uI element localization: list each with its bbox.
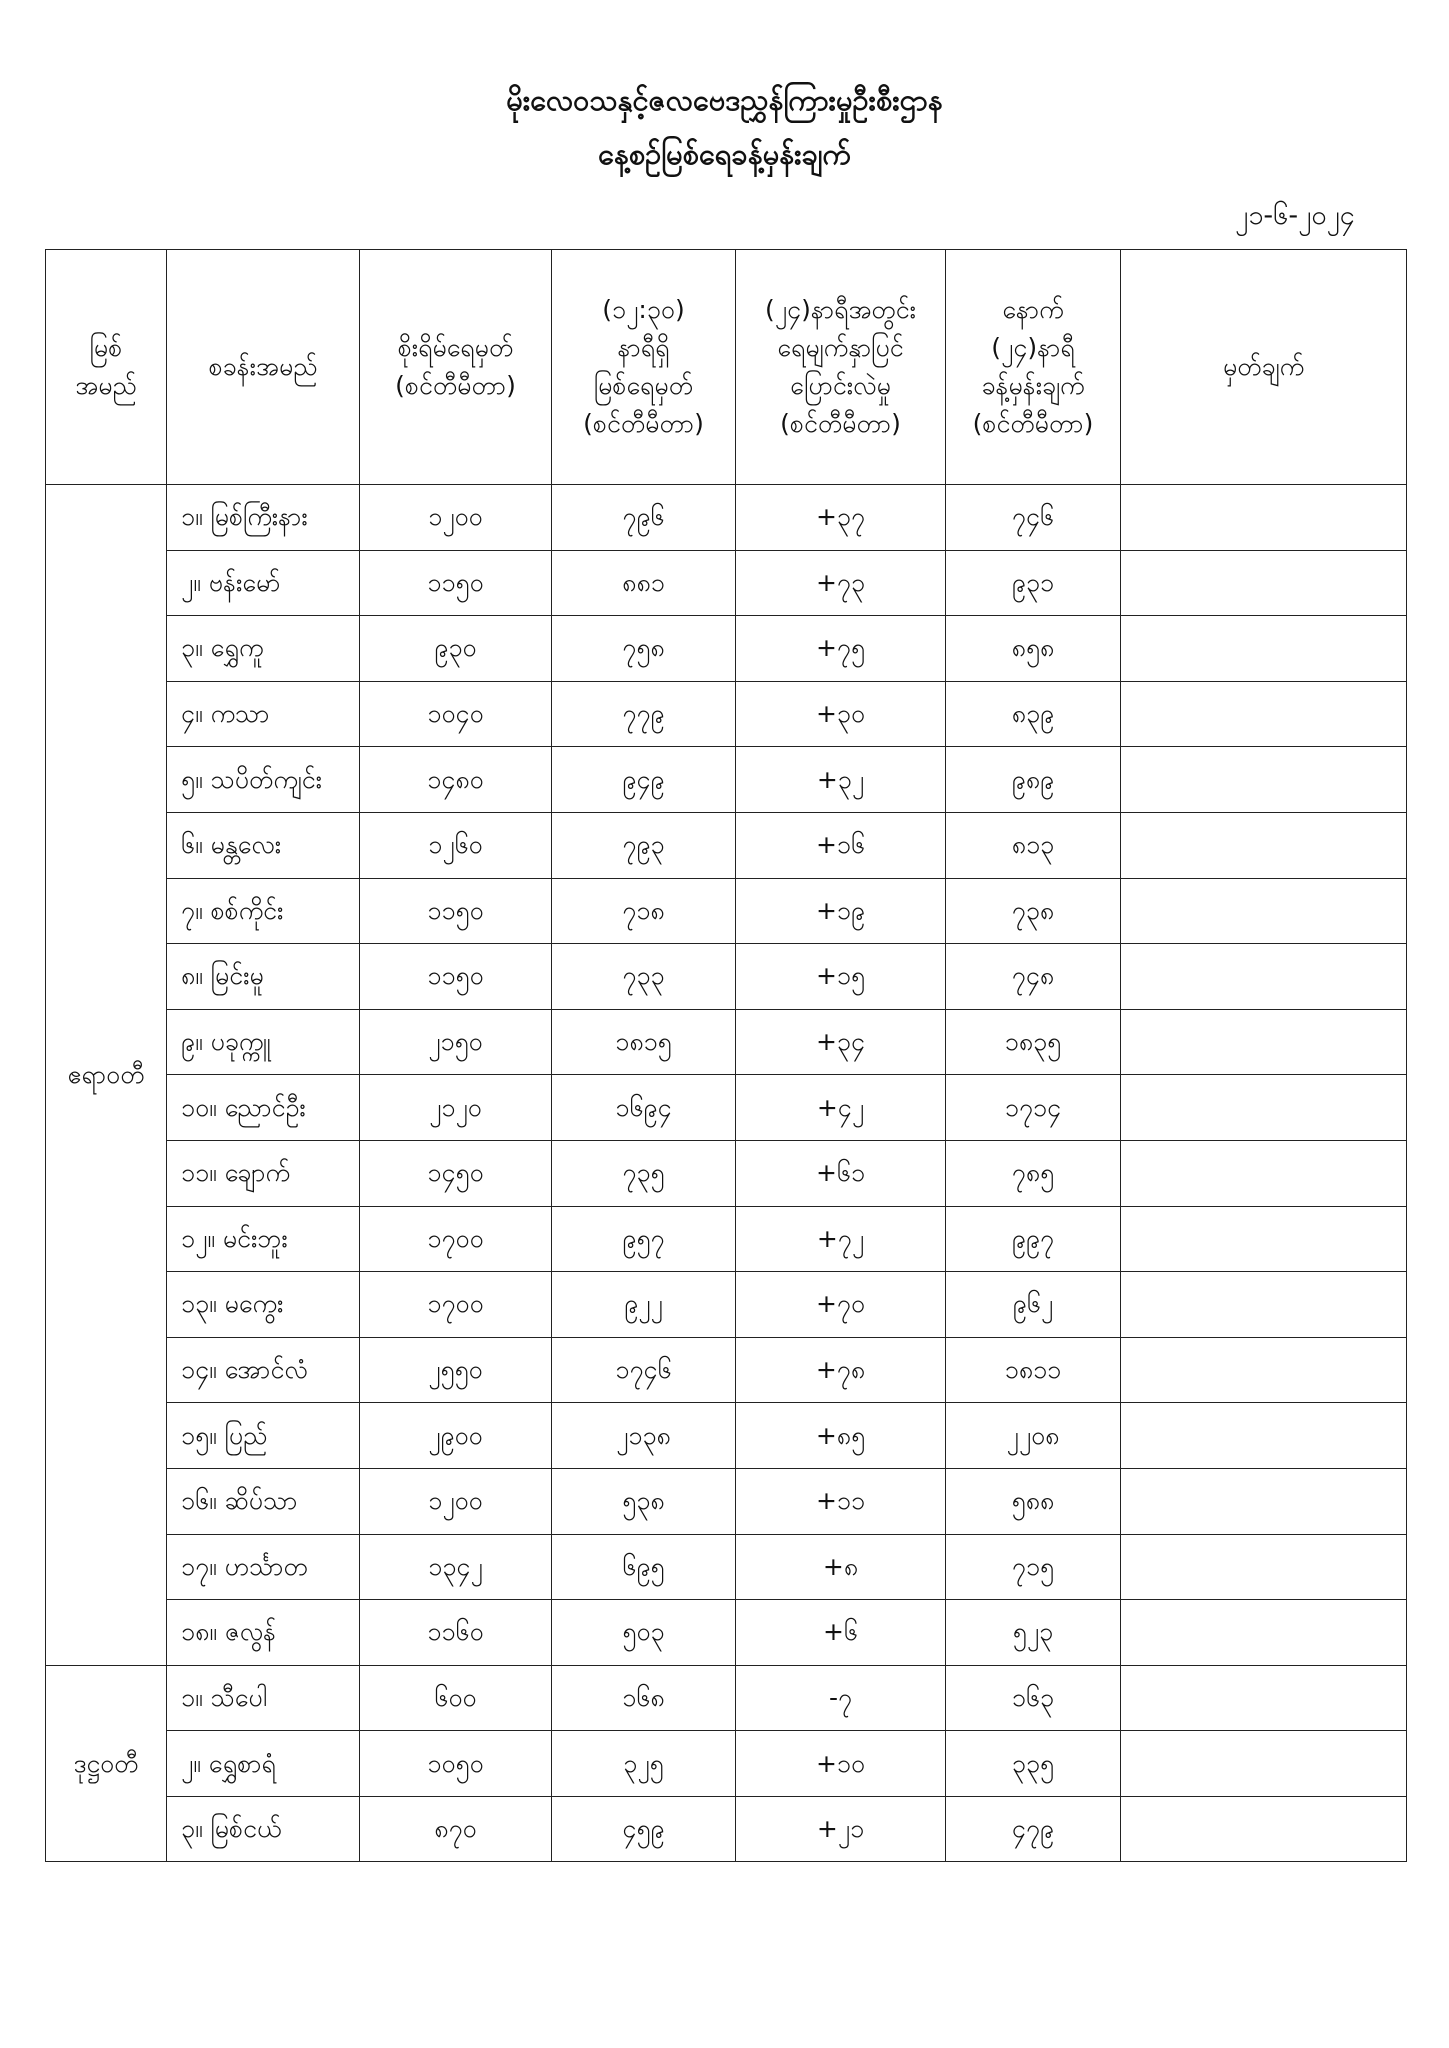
station-name: ၁၃။ မကွေး	[167, 1272, 360, 1338]
station-name: ၁၇။ ဟင်္သာတ	[167, 1534, 360, 1600]
current-level: ၂၁၃၈	[552, 1403, 736, 1469]
forecast-level: ၇၁၅	[946, 1534, 1121, 1600]
forecast-level: ၉၆၂	[946, 1272, 1121, 1338]
remark	[1121, 1731, 1407, 1797]
station-name: ၅။ သပိတ်ကျင်း	[167, 747, 360, 813]
header-river	[46, 250, 167, 485]
station-name: ၂။ ဗန်းမော်	[167, 550, 360, 616]
remark	[1121, 944, 1407, 1010]
header-remarks	[1121, 250, 1407, 485]
river-name: ဒုဋ္ဌဝတီ	[46, 1665, 167, 1862]
level-change: +၈	[736, 1534, 946, 1600]
table-row	[46, 550, 1407, 616]
current-level: ၁၆၉၄	[552, 1075, 736, 1141]
header-line: မြစ်ရေမှတ်	[593, 371, 694, 400]
danger-level: ၆၀၀	[360, 1665, 552, 1731]
forecast-level: ၉၉၇	[946, 1206, 1121, 1272]
level-change: +၇၂	[736, 1206, 946, 1272]
remark	[1121, 1403, 1407, 1469]
forecast-level: ၇၄၆	[946, 485, 1121, 551]
remark	[1121, 550, 1407, 616]
current-level: ၉၄၉	[552, 747, 736, 813]
header-line: (၂၄)နာရီ	[991, 333, 1075, 362]
danger-level: ၁၁၅၀	[360, 878, 552, 944]
danger-level: ၁၄၅၀	[360, 1140, 552, 1206]
level-change: +၇၃	[736, 550, 946, 616]
table-row	[46, 1468, 1407, 1534]
remark	[1121, 681, 1407, 747]
current-level: ၉၅၇	[552, 1206, 736, 1272]
danger-level: ၁၂၆၀	[360, 812, 552, 878]
remark	[1121, 1272, 1407, 1338]
level-change: +၈၅	[736, 1403, 946, 1469]
forecast-level: ၁၆၃	[946, 1665, 1121, 1731]
header-station	[167, 250, 360, 485]
header-line: စခန်းအမည်	[208, 352, 318, 381]
danger-level: ၁၃၄၂	[360, 1534, 552, 1600]
station-name: ၁၆။ ဆိပ်သာ	[167, 1468, 360, 1534]
danger-level: ၁၀၄၀	[360, 681, 552, 747]
danger-level: ၁၂၀၀	[360, 485, 552, 551]
table-header-row	[46, 250, 1407, 485]
station-name: ၂။ ရွှေစာရံ	[167, 1731, 360, 1797]
forecast-level: ၄၇၉	[946, 1796, 1121, 1862]
station-name: ၁၁။ ချောက်	[167, 1140, 360, 1206]
remark	[1121, 812, 1407, 878]
forecast-level: ၇၈၅	[946, 1140, 1121, 1206]
header-line: မြစ်	[89, 333, 123, 362]
remark	[1121, 1206, 1407, 1272]
level-change: +၇၈	[736, 1337, 946, 1403]
remark	[1121, 1075, 1407, 1141]
table-row	[46, 1140, 1407, 1206]
danger-level: ၁၁၆၀	[360, 1600, 552, 1666]
table-row	[46, 812, 1407, 878]
level-change: +၁၅	[736, 944, 946, 1010]
danger-level: ၁၀၅၀	[360, 1731, 552, 1797]
document-subtitle: နေ့စဉ်မြစ်ရေခန့်မှန်းချက်	[598, 137, 851, 171]
danger-level: ၈၇၀	[360, 1796, 552, 1862]
station-name: ၇။ စစ်ကိုင်း	[167, 878, 360, 944]
station-name: ၁၄။ အောင်လံ	[167, 1337, 360, 1403]
table-row	[46, 1075, 1407, 1141]
level-change: +၆	[736, 1600, 946, 1666]
level-change: +၃၀	[736, 681, 946, 747]
remark	[1121, 485, 1407, 551]
header-line: နာရီရှိ	[617, 333, 670, 362]
header-line: အမည်	[75, 371, 137, 400]
forecast-level: ၃၃၅	[946, 1731, 1121, 1797]
header-line: (စင်တီမီတာ)	[972, 409, 1094, 438]
forecast-level: ၁၈၁၁	[946, 1337, 1121, 1403]
table-row	[46, 1665, 1407, 1731]
current-level: ၇၁၈	[552, 878, 736, 944]
station-name: ၉။ ပခုက္ကူ	[167, 1009, 360, 1075]
current-level: ၉၂၂	[552, 1272, 736, 1338]
remark	[1121, 1796, 1407, 1862]
table-row	[46, 878, 1407, 944]
remark	[1121, 747, 1407, 813]
station-name: ၁၈။ ဇလွန်	[167, 1600, 360, 1666]
current-level: ၇၃၅	[552, 1140, 736, 1206]
remark	[1121, 1337, 1407, 1403]
current-level: ၁၇၄၆	[552, 1337, 736, 1403]
remark	[1121, 1534, 1407, 1600]
current-level: ၃၂၅	[552, 1731, 736, 1797]
station-name: ၃။ မြစ်ငယ်	[167, 1796, 360, 1862]
header-line: မှတ်ချက်	[1222, 352, 1305, 381]
header-line: (စင်တီမီတာ)	[583, 409, 704, 438]
forecast-level: ၉၈၉	[946, 747, 1121, 813]
station-name: ၁။ သီပေါ	[167, 1665, 360, 1731]
table-row	[46, 1009, 1407, 1075]
header-forecast	[946, 250, 1121, 485]
document-title: မိုးလေဝသနှင့်ဇလဗေဒညွှန်ကြားမှုဦးစီးဌာန	[506, 83, 943, 117]
current-level: ၇၉၆	[552, 485, 736, 551]
level-change: +၄၂	[736, 1075, 946, 1141]
current-level: ၇၅၈	[552, 616, 736, 682]
level-change: +၁၀	[736, 1731, 946, 1797]
table-row	[46, 1272, 1407, 1338]
table-row	[46, 1796, 1407, 1862]
current-level: ၇၉၃	[552, 812, 736, 878]
danger-level: ၁၄၈၀	[360, 747, 552, 813]
remark	[1121, 1468, 1407, 1534]
station-name: ၁၀။ ညောင်ဦး	[167, 1075, 360, 1141]
header-line: (စင်တီမီတာ)	[780, 409, 901, 438]
table-row	[46, 747, 1407, 813]
station-name: ၃။ ရွှေကူ	[167, 616, 360, 682]
danger-level: ၉၃၀	[360, 616, 552, 682]
level-change: +၁၁	[736, 1468, 946, 1534]
remark	[1121, 616, 1407, 682]
table-row	[46, 1337, 1407, 1403]
header-line: ပြောင်းလဲမှု	[790, 371, 891, 400]
forecast-level: ၇၃၈	[946, 878, 1121, 944]
level-change: +၁၆	[736, 812, 946, 878]
level-change: +၆၁	[736, 1140, 946, 1206]
danger-level: ၁၁၅၀	[360, 550, 552, 616]
header-24h-change	[736, 250, 946, 485]
table-row	[46, 1731, 1407, 1797]
level-change: +၂၁	[736, 1796, 946, 1862]
level-change: -၇	[736, 1665, 946, 1731]
table-row	[46, 485, 1407, 551]
forecast-level: ၈၁၃	[946, 812, 1121, 878]
level-change: +၃၇	[736, 485, 946, 551]
station-name: ၁၂။ မင်းဘူး	[167, 1206, 360, 1272]
station-name: ၆။ မန္တလေး	[167, 812, 360, 878]
table-row	[46, 1206, 1407, 1272]
station-name: ၄။ ကသာ	[167, 681, 360, 747]
forecast-level: ၂၂၀၈	[946, 1403, 1121, 1469]
table-row	[46, 944, 1407, 1010]
level-change: +၇၀	[736, 1272, 946, 1338]
danger-level: ၁၂၀၀	[360, 1468, 552, 1534]
level-change: +၃၄	[736, 1009, 946, 1075]
current-level: ၆၉၅	[552, 1534, 736, 1600]
header-line: (၁၂:၃၀)	[602, 295, 685, 324]
current-level: ၇၇၉	[552, 681, 736, 747]
danger-level: ၁၁၅၀	[360, 944, 552, 1010]
forecast-level: ၁၇၁၄	[946, 1075, 1121, 1141]
level-change: +၃၂	[736, 747, 946, 813]
header-danger-level	[360, 250, 552, 485]
table-row	[46, 1534, 1407, 1600]
station-name: ၁၅။ ပြည်	[167, 1403, 360, 1469]
current-level: ၅၀၃	[552, 1600, 736, 1666]
header-current-level	[552, 250, 736, 485]
level-change: +၁၉	[736, 878, 946, 944]
danger-level: ၂၁၂၀	[360, 1075, 552, 1141]
remark	[1121, 1140, 1407, 1206]
forecast-level: ၈၅၈	[946, 616, 1121, 682]
forecast-level: ၇၄၈	[946, 944, 1121, 1010]
current-level: ၁၆၈	[552, 1665, 736, 1731]
station-name: ၁။ မြစ်ကြီးနား	[167, 485, 360, 551]
forecast-level: ၈၃၉	[946, 681, 1121, 747]
table-row	[46, 681, 1407, 747]
forecast-level: ၅၂၃	[946, 1600, 1121, 1666]
station-name: ၈။ မြင်းမူ	[167, 944, 360, 1010]
header-line: ခန့်မှန်းချက်	[981, 371, 1085, 400]
level-change: +၇၅	[736, 616, 946, 682]
remark	[1121, 1665, 1407, 1731]
table-row	[46, 616, 1407, 682]
danger-level: ၁၇၀၀	[360, 1206, 552, 1272]
remark	[1121, 1600, 1407, 1666]
remark	[1121, 878, 1407, 944]
header-line: စိုးရိမ်ရေမှတ်	[397, 333, 514, 362]
header-line: (၂၄)နာရီအတွင်း	[765, 295, 916, 324]
current-level: ၁၈၁၅	[552, 1009, 736, 1075]
table-row	[46, 1403, 1407, 1469]
danger-level: ၂၉၀၀	[360, 1403, 552, 1469]
table-body	[46, 485, 1407, 1862]
danger-level: ၂၅၅၀	[360, 1337, 552, 1403]
header-line: နောက်	[1002, 295, 1064, 324]
danger-level: ၁၇၀၀	[360, 1272, 552, 1338]
table-row	[46, 1600, 1407, 1666]
danger-level: ၂၁၅၀	[360, 1009, 552, 1075]
forecast-level: ၁၈၃၅	[946, 1009, 1121, 1075]
current-level: ၄၅၉	[552, 1796, 736, 1862]
current-level: ၈၈၁	[552, 550, 736, 616]
header-line: (စင်တီမီတာ)	[395, 371, 516, 400]
forecast-level: ၉၃၁	[946, 550, 1121, 616]
forecast-level: ၅၈၈	[946, 1468, 1121, 1534]
river-name: ဧရာဝတီ	[46, 485, 167, 1666]
current-level: ၇၃၃	[552, 944, 736, 1010]
river-forecast-table	[45, 249, 1407, 1862]
remark	[1121, 1009, 1407, 1075]
current-level: ၅၃၈	[552, 1468, 736, 1534]
header-line: ရေမျက်နှာပြင်	[777, 333, 904, 362]
report-date: ၂၁-၆-၂၀၂၄	[1234, 200, 1355, 231]
